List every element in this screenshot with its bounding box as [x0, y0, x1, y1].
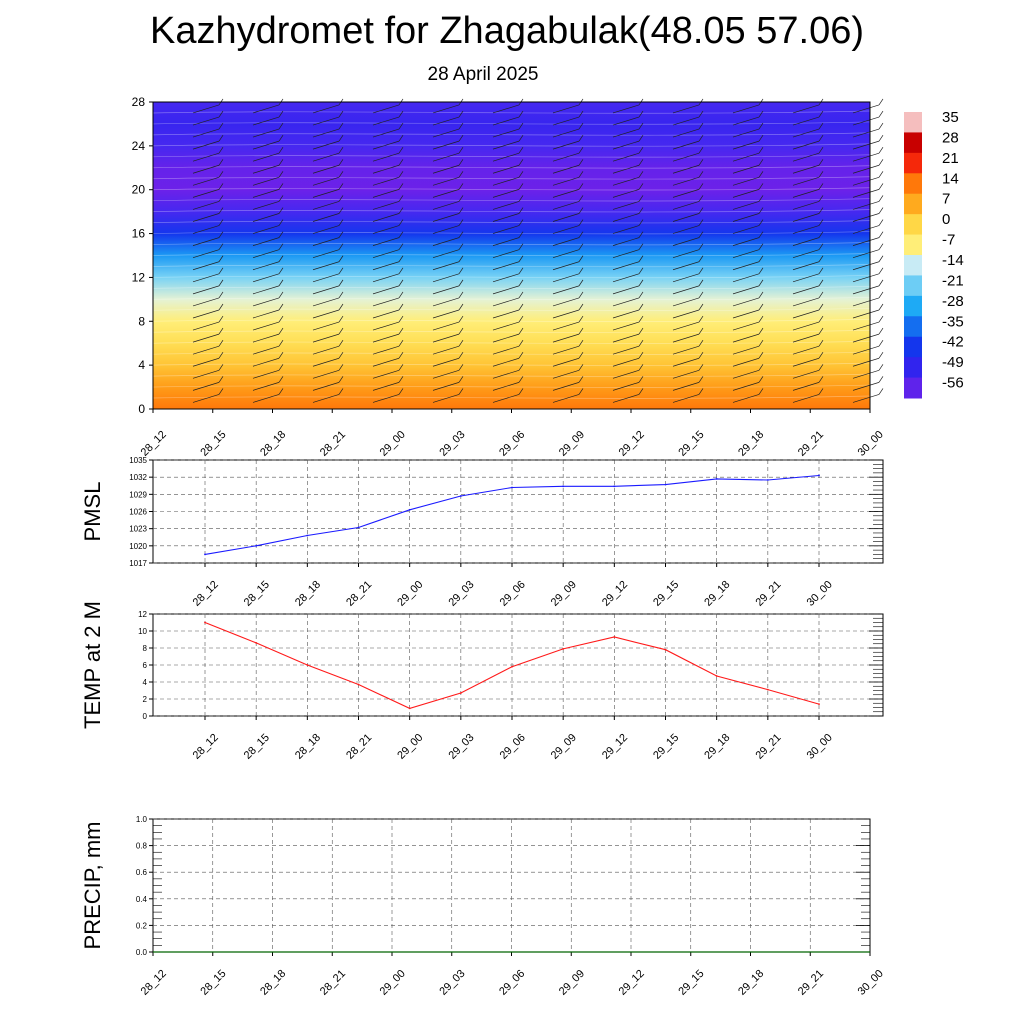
colorbar-label: -56: [942, 374, 964, 392]
panel3-xtick-label: 29_09: [548, 731, 579, 762]
panel2-xtick-label: 29_00: [395, 578, 426, 609]
wind-barb-feather: [879, 123, 883, 129]
wind-barb-feather: [879, 147, 883, 153]
panel2-ylabel: PMSL: [80, 481, 105, 542]
wind-barb-feather: [879, 340, 883, 346]
wind-barb-feather: [879, 111, 883, 117]
panel2-xtick-label: 29_03: [446, 578, 477, 609]
panel2-xtick-label: 29_12: [599, 578, 631, 609]
wind-barb-feather: [879, 135, 883, 141]
panel2-data-point: [665, 484, 667, 486]
colorbar-swatch: [904, 337, 922, 358]
panel2-xtick-label: 29_21: [753, 578, 784, 609]
colorbar-label: 28: [942, 129, 959, 147]
panel3-xtick-label: 29_06: [497, 731, 528, 762]
panel3-xtick-label: 28_12: [190, 731, 221, 762]
colorbar-swatch: [904, 112, 922, 133]
panel4-ytick-label: 1.0: [135, 815, 147, 824]
panel1-ytick-label: 20: [131, 182, 145, 197]
wind-barb-feather: [879, 159, 883, 165]
panel1-xtick-label: 29_03: [437, 428, 468, 459]
chart-title: Kazhydromet for Zhagabulak(48.05 57.06): [150, 10, 864, 52]
wind-barb-feather: [879, 280, 883, 286]
panel4-xtick-label: 28_18: [258, 967, 289, 998]
panel1-xtick-label: 28_21: [317, 428, 349, 459]
wind-barb-feather: [879, 352, 883, 358]
panel1-xtick-label: 28_15: [198, 428, 229, 459]
panel2-ytick-label: 1023: [129, 524, 147, 534]
wind-barb-feather: [879, 388, 883, 394]
colorbar-swatch: [904, 214, 922, 235]
colorbar-swatch: [904, 132, 922, 153]
panel3-ytick-label: 6: [142, 661, 147, 670]
panel2-ytick-label: 1032: [129, 473, 147, 483]
panel2-data-point: [358, 527, 360, 529]
wind-barb-feather: [879, 171, 883, 177]
panel2-data-point: [460, 495, 462, 497]
panel1-xtick-label: 29_06: [497, 428, 528, 459]
colorbar-label: -21: [942, 272, 964, 290]
colorbar-label: 14: [942, 170, 959, 188]
panel2-xtick-label: 29_15: [651, 578, 682, 609]
panel3-data-point: [204, 622, 206, 624]
panel3-data-point: [613, 636, 615, 638]
colorbar-label: 35: [942, 109, 959, 126]
colorbar-swatch: [904, 378, 922, 399]
wind-barb-feather: [879, 292, 883, 298]
panel1-xtick-label: 29_21: [795, 428, 827, 459]
panel3-data-point: [306, 664, 308, 666]
panel2-ytick-label: 1026: [129, 507, 147, 517]
panel3-data-point: [409, 707, 411, 709]
wind-barb-feather: [879, 304, 883, 310]
panel3-data-point: [716, 675, 718, 677]
colorbar-swatch: [904, 275, 922, 296]
panel2-ytick-label: 1035: [129, 456, 147, 465]
panel4-xtick-label: 29_18: [736, 967, 767, 998]
panel4-ytick-label: 0.8: [135, 841, 147, 851]
panel3-ytick-label: 4: [142, 678, 147, 687]
panel4-xtick-label: 30_00: [855, 967, 886, 998]
panel2-ytick-label: 1029: [129, 490, 147, 500]
panel2-data-point: [409, 509, 411, 511]
panel1-ytick-label: 0: [138, 402, 145, 416]
panel4-xtick-label: 28_21: [317, 967, 349, 998]
wind-barb-feather: [879, 99, 883, 105]
colorbar-swatch: [904, 153, 922, 174]
panel1-ytick-label: 4: [138, 358, 145, 373]
panel1-ytick-label: 12: [131, 270, 145, 285]
panel4-xtick-label: 28_12: [138, 967, 169, 998]
panel3-data-point: [255, 642, 257, 644]
panel4-xtick-label: 29_03: [437, 967, 468, 998]
panel1-xtick-label: 29_09: [556, 428, 588, 459]
panel4-xtick-label: 29_00: [377, 967, 408, 998]
panel1-xtick-label: 29_18: [736, 428, 767, 459]
panel1-xtick-label: 29_12: [616, 428, 647, 459]
panel3-xtick-label: 28_18: [292, 731, 324, 762]
panel3-xtick-label: 29_00: [395, 731, 426, 762]
panel3-ytick-label: 10: [138, 627, 147, 636]
panel1-xtick-label: 30_00: [855, 428, 886, 459]
panel4-ylabel: PRECIP, mm: [80, 821, 105, 950]
panel4-xtick-label: 29_06: [497, 967, 528, 998]
panel3-xtick-label: 29_18: [702, 731, 733, 762]
colorbar-label: -49: [942, 354, 964, 372]
panel2-ytick-label: 1017: [129, 559, 147, 568]
panel2-xtick-label: 28_15: [241, 578, 272, 609]
panel3-xtick-label: 28_21: [344, 731, 375, 762]
panel3-xtick-label: 29_21: [753, 731, 784, 762]
colorbar-swatch: [904, 255, 922, 276]
colorbar-swatch: [904, 235, 922, 256]
panel3-data-point: [665, 649, 667, 651]
panel2-data-point: [767, 479, 769, 481]
panel3-data-point: [511, 666, 513, 668]
panel4-ytick-label: 0.0: [135, 948, 147, 957]
colorbar-swatch: [904, 296, 922, 317]
panel4-xtick-label: 28_15: [198, 967, 229, 998]
panel4-xtick-label: 29_09: [556, 967, 588, 998]
panel3-ylabel: TEMP at 2 M: [80, 601, 105, 729]
panel1-xtick-label: 29_00: [377, 428, 408, 459]
chart-subtitle: 28 April 2025: [427, 64, 539, 85]
panel3-xtick-label: 29_12: [599, 731, 631, 762]
panel2-xtick-label: 28_18: [292, 578, 324, 609]
wind-barb-feather: [879, 268, 883, 274]
panel2-data-point: [204, 554, 206, 556]
panel4-ytick-label: 0.6: [135, 868, 147, 878]
wind-barb-feather: [879, 232, 883, 238]
panel2-data-point: [818, 475, 820, 477]
panel4-xtick-label: 29_12: [616, 967, 647, 998]
colorbar-label: -14: [942, 252, 964, 269]
panel2-xtick-label: 30_00: [804, 578, 835, 609]
wind-barb-feather: [879, 316, 883, 322]
wind-barb-feather: [879, 220, 883, 226]
panel4-ytick-label: 0.2: [135, 921, 147, 931]
colorbar-label: -28: [942, 292, 964, 310]
colorbar-label: -35: [942, 313, 964, 331]
panel3-data-point: [767, 689, 769, 691]
colorbar-label: 0: [942, 211, 951, 229]
panel1-xtick-label: 29_15: [676, 428, 707, 459]
panel3-ytick-label: 2: [142, 695, 147, 704]
colorbar-swatch: [904, 173, 922, 194]
panel3-ytick-label: 8: [142, 644, 147, 653]
wind-barb-feather: [879, 208, 883, 214]
panel4-ytick-label: 0.4: [135, 894, 147, 904]
panel2-xtick-label: 29_06: [497, 578, 528, 609]
panel3-data-point: [562, 648, 564, 650]
panel4-xtick-label: 29_21: [795, 967, 827, 998]
panel1-xtick-label: 28_18: [258, 428, 289, 459]
panel2-xtick-label: 29_09: [548, 578, 579, 609]
panel2-data-point: [613, 485, 615, 487]
panel3-xtick-label: 29_15: [651, 731, 682, 762]
panel2-data-point: [716, 478, 718, 480]
wind-barb-feather: [879, 328, 883, 334]
panel2-data-point: [562, 485, 564, 487]
panel2-data-point: [306, 535, 308, 537]
wind-barb-feather: [879, 256, 883, 262]
panel3-xtick-label: 28_15: [241, 731, 272, 762]
panel1-xtick-label: 28_12: [138, 428, 169, 459]
wind-barb-feather: [879, 244, 883, 250]
panel3-data-point: [358, 684, 360, 686]
panel1-ytick-label: 24: [131, 138, 145, 153]
panel3-data-point: [460, 692, 462, 694]
panel2-xtick-label: 28_12: [190, 578, 221, 609]
panel3-data-point: [818, 703, 820, 705]
panel3-ytick-label: 0: [142, 712, 147, 721]
panel1-ytick-label: 16: [131, 226, 145, 241]
panel2-xtick-label: 29_18: [702, 578, 733, 609]
wind-barb-feather: [879, 195, 883, 201]
panel2-data-point: [255, 545, 257, 547]
panel1-ytick-label: 8: [138, 314, 145, 329]
panel3-xtick-label: 29_03: [446, 731, 477, 762]
colorbar-swatch: [904, 316, 922, 337]
wind-barb-feather: [879, 183, 883, 189]
panel4-xtick-label: 29_15: [676, 967, 707, 998]
panel1-ytick-label: 28: [131, 95, 145, 109]
colorbar-label: -7: [942, 231, 956, 249]
colorbar-label: -42: [942, 333, 964, 351]
wind-barb-feather: [879, 364, 883, 370]
panel3-ytick-label: 12: [138, 610, 147, 619]
panel2-xtick-label: 28_21: [344, 578, 375, 609]
wind-barb-feather: [879, 376, 883, 382]
colorbar-swatch: [904, 194, 922, 215]
colorbar-swatch: [904, 357, 922, 378]
panel2-data-point: [511, 487, 513, 489]
panel2-ytick-label: 1020: [129, 541, 147, 551]
colorbar-label: 7: [942, 190, 951, 208]
colorbar-label: 21: [942, 149, 959, 167]
panel3-xtick-label: 30_00: [804, 731, 835, 762]
